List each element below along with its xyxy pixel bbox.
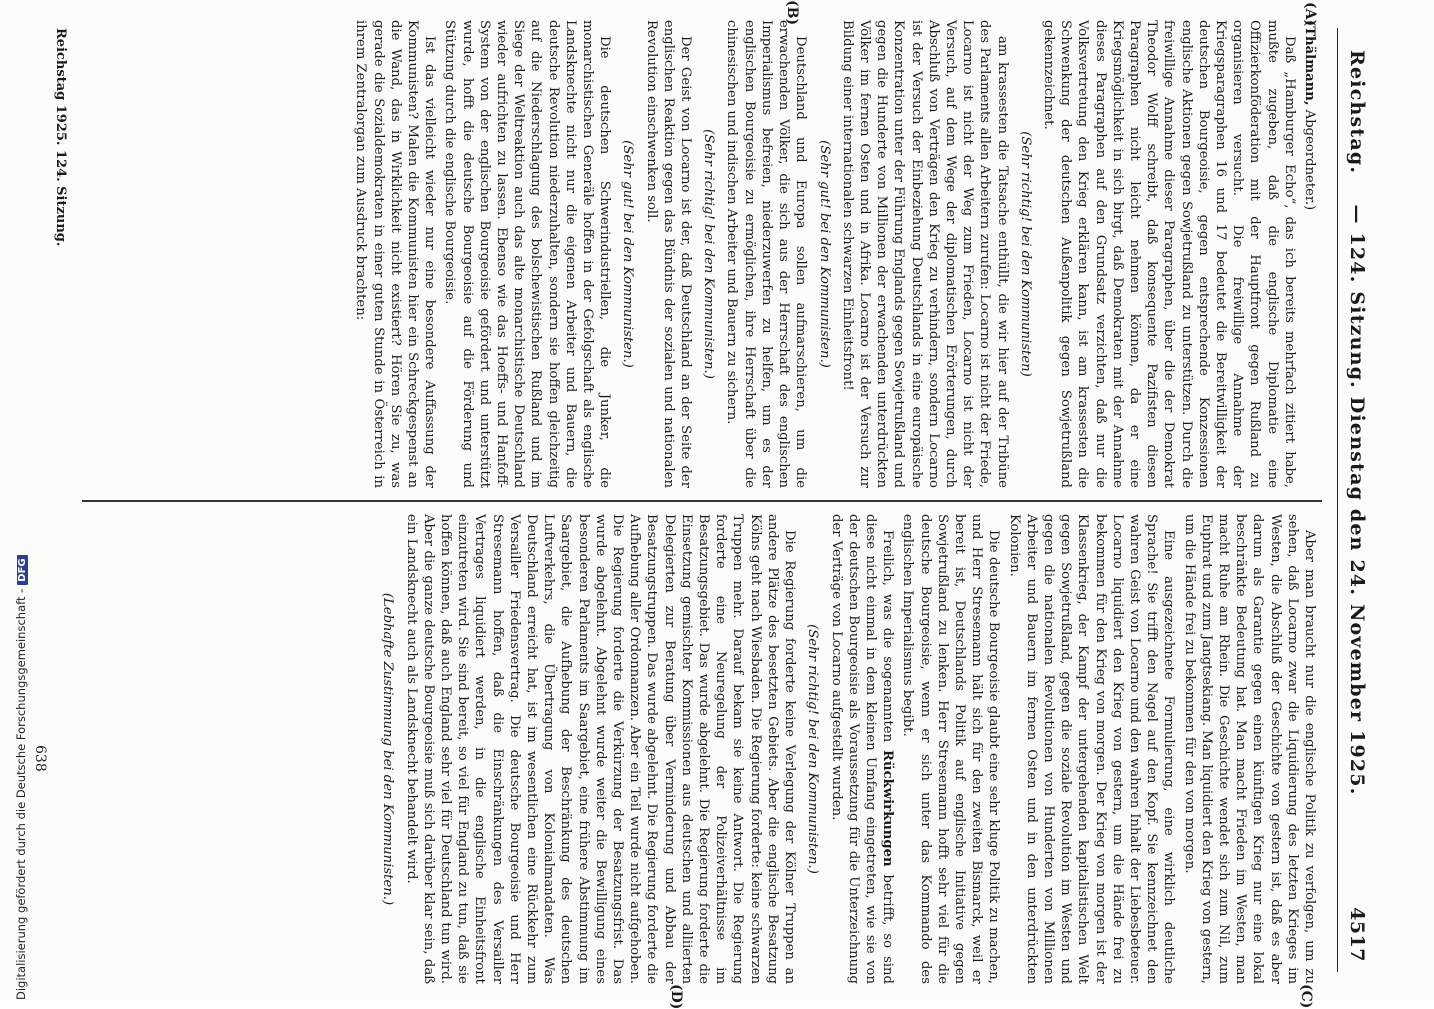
- header-session-date: — 124. Sitzung. Dienstag den 24. November 1925.: [1346, 204, 1368, 796]
- footer-page-number: 638: [32, 745, 48, 772]
- left-interjection-4: (Sehr gut! bei den Kommunisten.): [620, 140, 636, 368]
- header-reichstag: Reichstag.: [1346, 50, 1368, 175]
- page-header: [1337, 28, 1372, 972]
- margin-letter-d: (D): [668, 984, 684, 1009]
- column-divider: [82, 500, 1322, 502]
- left-paragraph-1: Daß „Hamburger Echo“, das ich bereits mehrfach zitiert habe, mußte zugeben, daß die englische Diplomatie eine Offizierkonföderation mit der Hauptfront gegen Rußland zu organisieren versucht. Die freiwillige Annahme der Kriegsparagraphen 16 und 17 bedeutet die Bereitwilligkeit der deutschen Bourgeoisie, gegen entsprechende Konzessionen englische Aktionen gegen Sowjetrußland zu unterstützen. Durch die freiwillige Annahme dieser Paragraphen, über die der Demokrat Theodor Wolff schreibt, daß konsequente Pazifisten diesen Paragraphen nicht leicht nehmen können, da er eine Kriegsmöglichkeit in sich birgt, daß Demokraten mit der Annahme dieses Paragraphen auf den Grundsatz verzichten, daß nur die Volksvertretung den Krieg erklären kann, ist am krassesten die Schwenkung der deutschen Außenpolitik gegen Sowjetrußland gekennzeichnet.: [1040, 20, 1297, 488]
- right-paragraph-4-end: betrifft, so sind diese nicht einmal in dem kleinen Umfang eingetreten, wie sie von der deutschen Bourgeoisie als Voraussetzung für die Unterzeichnung der Verträge von Locarno aufgestellt wurden.: [828, 514, 896, 984]
- speaker-note: Abgeordneter.): [1302, 109, 1317, 211]
- margin-letter-b: (B): [784, 0, 800, 26]
- credit-text: Digitalisierung gefördert durch die Deutsche Forschungsgemeinschaft -: [14, 588, 28, 1000]
- right-paragraph-4-start: Freilich, was die sogenannten: [880, 530, 896, 751]
- footer-session-label: Reichstag 1925. 124. Sitzung.: [53, 28, 68, 247]
- dfg-logo: DFG: [17, 555, 28, 584]
- left-interjection-1: (Sehr richtig! bei den Kommunisten): [1017, 131, 1033, 377]
- left-column: [349, 20, 1318, 488]
- right-paragraph-1: Aber man braucht nur die englische Politik zu verfolgen, um zu sehen, daß Locarno zwar die Liquidierung des letzten Krieges im Westen, die Abschluß der Geschichte von gestern ist, daß es aber darum als Garantie gegen einen künftigen Krieg nur eine lokal beschränkte Bedeutung hat. Man macht Frieden im Westen, man macht Ruhe am Rhein. Die Geschichte wendet sich zum Nil, zum Euphrat und zum Jangtsekiang. Man liquidiert den Krieg von gestern, um die Hände frei zu bekommen für den von morgen.: [1181, 514, 1317, 984]
- right-column: [373, 514, 1318, 984]
- right-paragraph-3: Die deutsche Bourgeoisie glaubt eine sehr kluge Politik zu machen, und Herr Stresemann hält sich für den zweiten Bismarck, weil er bereit ist, Deutschlands Politik auf englische Initiative gegen Sowjetrußland zu lenken. Herr Stresemann hofft sehr viel für die deutsche Bourgeoisie, wenn er sich unter das Kommando des englischen Imperialismus begibt.: [900, 514, 1002, 984]
- right-paragraph-5: Die Regierung forderte keine Verlegung der Kölner Truppen an andere Plätze des besetzten Gebiets. Aber die englische Besatzung Kölns geht nach Wiesbaden. Die Regierung forderte: keine schwarzen Truppen mehr. Darauf bekam sie keine Antwort. Die Regierung forderte eine Neuregelung der Polizeiverhältnisse im Besatzungsgebiet. Das wurde abgelehnt. Die Regierung forderte die Einsetzung gemischter Kommissionen aus deutschen und alliierten Delegierten zur Beratung über Verminderung und Abbau der Besatzungstruppen. Das wurde abgelehnt. Die Regierung forderte die Aufhebung aller Ordonnanzen. Aber ein Teil wurde nicht aufgehoben. Die Regierung forderte die Verkürzung der Besatzungsfrist. Das wurde abgelehnt. Abgelehnt wurde weiter die Bewilligung eines besonderen Parlaments im Saargebiet, eine frühere Abstimmung im Saargebiet, die Aufhebung der Beschränkung des deutschen Luftverkehrs, die Übertragung von Kolonialmandaten. Was Deutschland erreicht hat, ist im wesentlichen eine Rückkehr zum Versailler Friedensvertrag. Die deutsche Bourgeoisie und Herr Stresemann hoffen, daß die Einschränkungen des Versailler Vertrages liquidiert werden, in die englische Einheitsfront einzutreten wird. Sie sind bereit, so viel für England zu tun, daß sie hoffen können, daß auch England sehr viel für Deutschland tun wird. Aber die ganze deutsche Bourgeoisie muß sich darüber klar sein, daß ein Landsknecht auch als Landsknecht behandelt wird.: [403, 514, 798, 984]
- margin-letter-a: (A): [1302, 2, 1318, 27]
- right-paragraph-2: Eine ausgezeichnete Formulierung, eine wirklich deutliche Sprache! Sie trifft den Nagel auf den Kopf. Sie kennzeichnet den wahren Geist von Locarno und den wahren Inhalt der Liebesbeteuer. Locarno liquidiert den Krieg von gestern, um die Hände frei zu bekommen für den Krieg von morgen. Der Krieg von morgen ist der Klassenkrieg, der Kampf der untergehenden kapitalistischen Welt gegen Sowjetrußland, gegen die soziale Revolution im Westen und gegen die nationalen Revolutionen von Hunderten von Millionen Arbeiter und Bauern im fernen Osten und in den unterdrückten Kolonien.: [1006, 514, 1177, 984]
- left-interjection-3: (Sehr richtig! bei den Kommunisten.): [701, 129, 717, 379]
- speaker-line: [1301, 20, 1318, 488]
- right-interjection-1: (Sehr richtig! bei den Kommunisten.): [805, 624, 821, 874]
- margin-letter-c: (C): [1298, 984, 1314, 1009]
- right-interjection-2: (Lebhafte Zustimmung bei den Kommunisten.): [380, 592, 396, 906]
- left-paragraph-6: Ist das vielleicht wieder nur eine besondere Auffassung der Kommunisten? Malen die Kommunisten hier ein Schreckgespenst an die Wand, das in Wirklichkeit nicht existiert? Hören Sie zu, was gerade die Sozialdemokraten in einer guten Stunde in Österreich in ihrem Zentralorgan zum Ausdruck brachten:: [353, 20, 438, 488]
- left-paragraph-4: Der Geist von Locarno ist der, daß Deutschland an der Seite der englischen Reaktion gegen das Bündnis der sozialen und nationalen Revolution einschwenken soll.: [643, 20, 694, 488]
- right-paragraph-4: [827, 514, 896, 984]
- header-page-number: 4517: [1346, 907, 1368, 962]
- left-paragraph-5: Die deutschen Schwerindustriellen, die Junker, die monarchistischen Generäle hoffen in der Gefolgschaft als englische Landsknechte nicht nur die eigenen Arbeiter und Bauern, die deutsche Revolution niederzuhalten, sondern sie hoffen gleichzeitig auf die Niederschlagung des bolschewistischen Rußland und im Siege der Weltreaktion auch das alte monarchistische Deutschland wieder aufrichten zu lassen. Ebenso wie das Hoeffs- und Hanfoff-System von der englischen Bourgeoisie gefördert und unterstützt wurde, hofft die deutsche Bourgeoisie auf die Förderung und Stützung durch die englische Bourgeoisie.: [442, 20, 613, 488]
- keyword-rueckwirkungen: Rückwirkungen: [880, 750, 896, 867]
- left-paragraph-2: am krassesten die Tatsache enthüllt, die wir hier auf der Tribüne des Parlaments allen Arbeitern zurufen: Locarno ist nicht der Friede, Locarno ist nicht der Weg zum Frieden, Locarno ist nicht der Versuch, auf dem Wege der diplomatischen Erörterungen, durch Abschluß von Verträgen den Krieg zu verhindern, sondern Locarno ist der Versuch der Einbeziehung Deutschlands in eine europäische Konzentration unter der Führung Englands gegen Sowjetrußland und gegen die Hunderte von Millionen der erwachenden unterdrückten Völker im fernen Osten und in Afrika. Locarno ist der Versuch zur Bildung einer internationalen schwarzen Einheitsfront!: [839, 20, 1010, 488]
- left-paragraph-3: Deutschland und Europa sollen aufmarschieren, um die erwachenden Völker, die sich aus der Herrschaft des englischen Imperialismus befreien, niederzuwerfen zu helfen, um es der englischen Bourgeoisie zu ermöglichen, ihre Herrschaft über die chinesischen und indischen Arbeiter und Bauern zu sichern.: [724, 20, 809, 488]
- left-interjection-2: (Sehr gut! bei den Kommunisten.): [816, 140, 832, 368]
- speaker-name: (Thälmann,: [1302, 20, 1317, 106]
